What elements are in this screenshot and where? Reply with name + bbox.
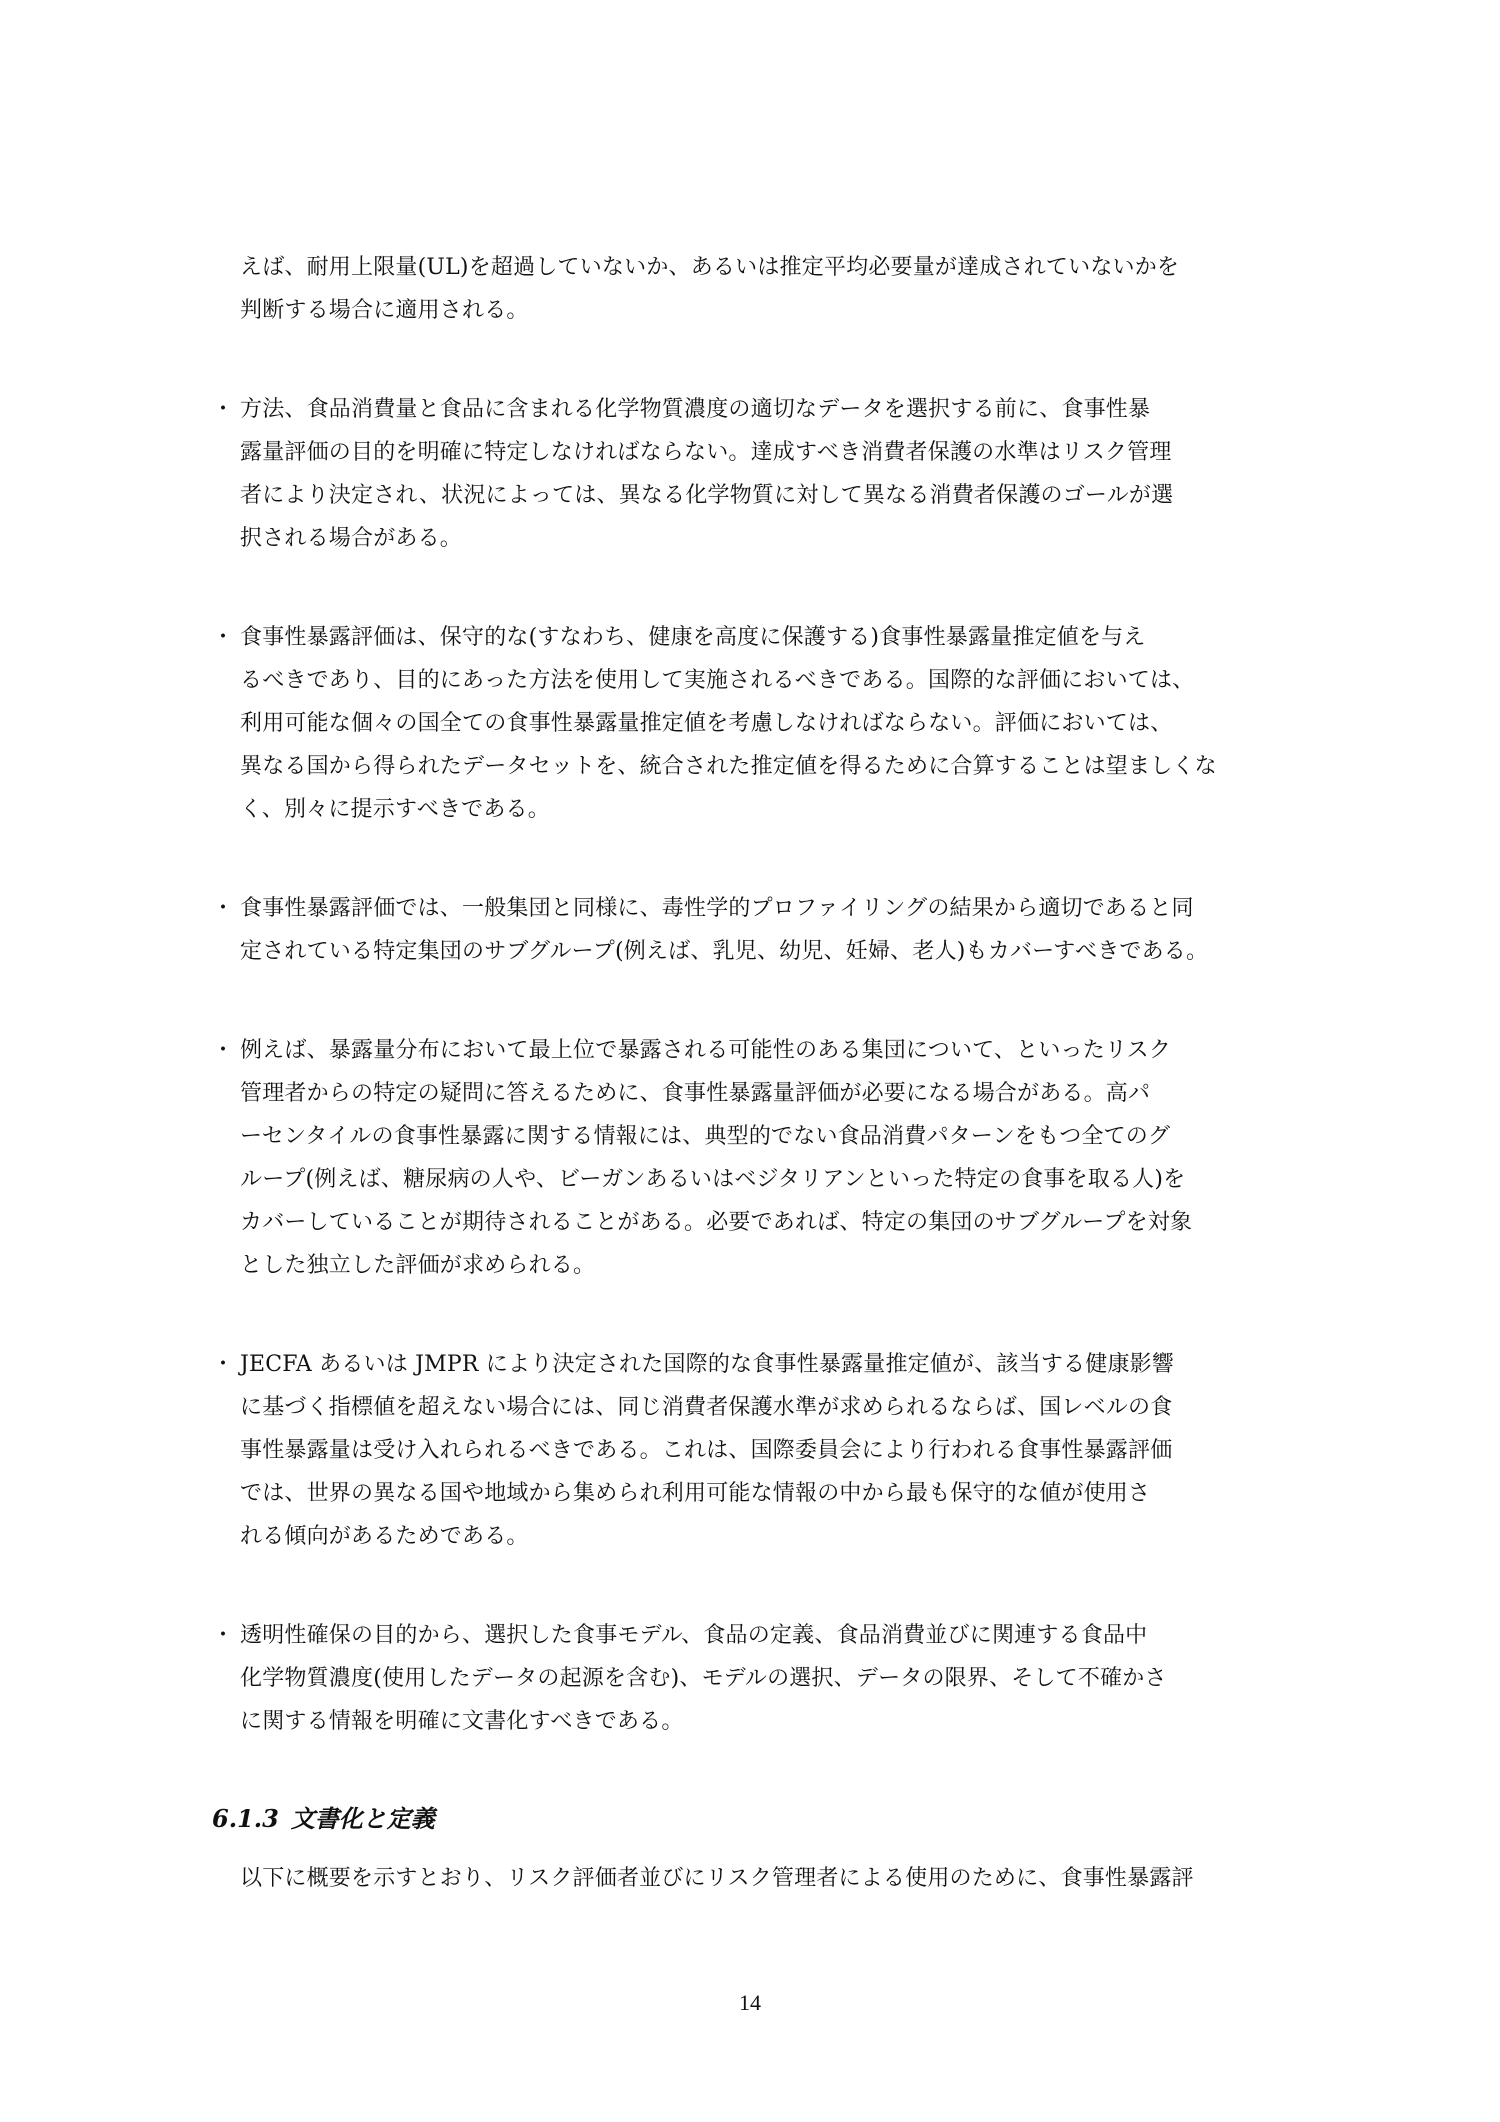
text-line: 択される場合がある。 (240, 526, 463, 551)
continuation-paragraph (212, 246, 1312, 332)
text-line: 露量評価の目的を明確に特定しなければならない。達成すべき消費者保護の水準はリスク管理 (240, 440, 1172, 465)
section-intro-paragraph (212, 1857, 1312, 1900)
text-line: 例えば、暴露量分布において最上位で暴露される可能性のある集団について、といったリスク (240, 1038, 1172, 1063)
section-number: 6.1.3 (212, 1804, 279, 1833)
text-line: く、別々に提示すべきである。 (240, 797, 550, 822)
text-line: JECFA あるいは JMPR により決定された国際的な食事性暴露量推定値が、該当する健康影響 (240, 1352, 1175, 1377)
page-number: 14 (739, 1990, 761, 2015)
text-line: に関する情報を明確に文書化すべきである。 (240, 1709, 684, 1734)
text-line: 方法、食品消費量と食品に含まれる化学物質濃度の適切なデータを選択する前に、食事性暴 (240, 397, 1151, 422)
text-line: 食事性暴露評価では、一般集団と同様に、毒性学的プロファイリングの結果から適切であると同 (240, 896, 1194, 921)
bullet-item-3 (212, 887, 1312, 973)
bullet-dot: ・ (212, 1038, 235, 1063)
text-line: ループ(例えば、糖尿病の人や、ビーガンあるいはベジタリアンといった特定の食事を取る人)を (240, 1167, 1186, 1192)
text-line: 化学物質濃度(使用したデータの起源を含む)、モデルの選択、データの限界、そして不確かさ (240, 1666, 1167, 1691)
text-line: に基づく指標値を超えない場合には、同じ消費者保護水準が求められるならば、国レベルの食 (240, 1395, 1173, 1420)
text-line: 以下に概要を示すとおり、リスク評価者並びにリスク管理者による使用のために、食事性暴露評 (240, 1866, 1194, 1891)
bullet-item-5 (212, 1343, 1312, 1558)
bullet-item-4 (212, 1029, 1312, 1287)
bullet-dot: ・ (212, 625, 235, 650)
bullet-dot: ・ (212, 1352, 235, 1377)
text-line: 透明性確保の目的から、選択した食事モデル、食品の定義、食品消費並びに関連する食品中 (240, 1623, 1148, 1648)
text-line: カバーしていることが期待されることがある。必要であれば、特定の集団のサブグループを対象 (240, 1210, 1193, 1235)
text-line: 異なる国から得られたデータセットを、統合された推定値を得るために合算することは望ましくな (240, 754, 1217, 779)
bullet-item-6 (212, 1614, 1312, 1743)
bullet-dot: ・ (212, 397, 235, 422)
text-line: 定されている特定集団のサブグループ(例えば、乳児、幼児、妊婦、老人)もカバーすべきである。 (240, 939, 1209, 964)
text-line: えば、耐用上限量(UL)を超過していないか、あるいは推定平均必要量が達成されていないかを (240, 255, 1180, 280)
text-line: では、世界の異なる国や地域から集められ利用可能な情報の中から最も保守的な値が使用さ (240, 1481, 1151, 1506)
bullet-dot: ・ (212, 1623, 235, 1648)
bullet-dot: ・ (212, 896, 235, 921)
page-body (212, 246, 1312, 1900)
section-title: 文書化と定義 (290, 1804, 435, 1833)
text-line: 食事性暴露評価は、保守的な(すなわち、健康を高度に保護する)食事性暴露量推定値を与え (240, 625, 1146, 650)
text-line: るべきであり、目的にあった方法を使用して実施されるべきである。国際的な評価においては、 (240, 668, 1195, 693)
text-line: 者により決定され、状況によっては、異なる化学物質に対して異なる消費者保護のゴールが選 (240, 483, 1174, 508)
text-line: 利用可能な個々の国全ての食事性暴露量推定値を考慮しなければならない。評価においては、 (240, 711, 1173, 736)
text-line: 事性暴露量は受け入れられるべきである。これは、国際委員会により行われる食事性暴露評価 (240, 1438, 1173, 1463)
text-line: ーセンタイルの食事性暴露に関する情報には、典型的でない食品消費パターンをもつ全てのグ (240, 1124, 1171, 1149)
text-line: れる傾向があるためである。 (240, 1524, 529, 1549)
text-line: 判断する場合に適用される。 (240, 298, 529, 323)
bullet-item-1 (212, 388, 1312, 560)
section-heading (212, 1799, 1312, 1839)
text-line: とした独立した評価が求められる。 (240, 1253, 596, 1278)
text-line: 管理者からの特定の疑問に答えるために、食事性暴露量評価が必要になる場合がある。高パ (240, 1081, 1151, 1106)
bullet-item-2 (212, 616, 1312, 831)
